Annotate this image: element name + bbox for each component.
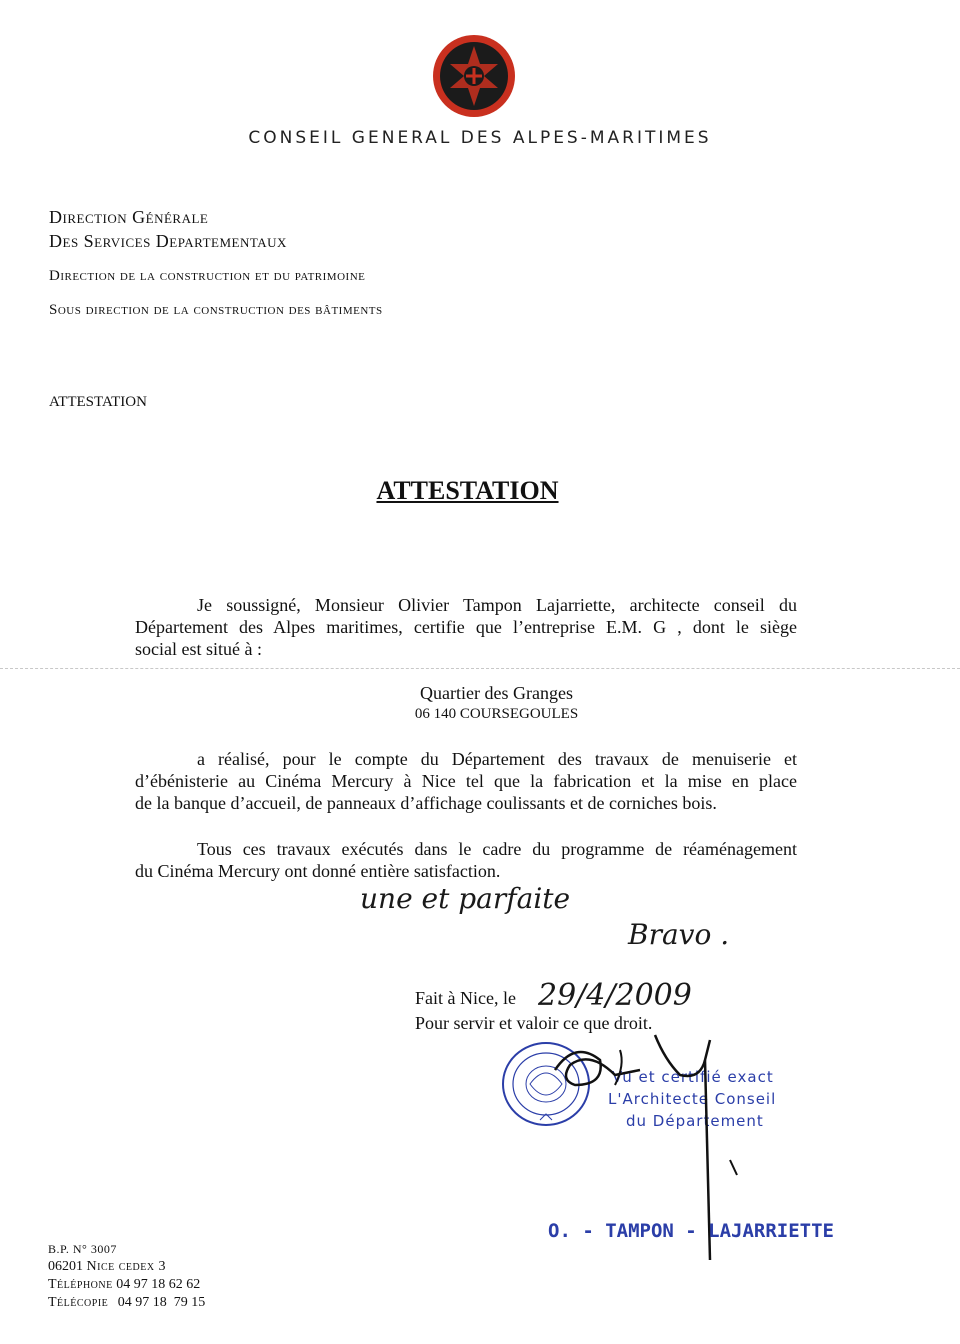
- footer-phone-number: 04 97 18 62 62: [116, 1277, 201, 1292]
- document-reference: ATTESTATION: [49, 394, 147, 410]
- place-and-date-label: Fait à Nice, le: [415, 988, 516, 1008]
- org-name: CONSEIL GENERAL DES ALPES-MARITIMES: [248, 128, 712, 148]
- footer-fax: [48, 1294, 205, 1312]
- page-title: ATTESTATION: [376, 476, 559, 505]
- footer-city: [48, 1258, 205, 1276]
- paragraph-line: de la banque d’accueil, de panneaux d’affichage coulissants et de corniches bois.: [135, 793, 717, 813]
- sous-direction: Sous direction de la construction des bâtiments: [49, 302, 383, 318]
- paragraph-line: social est situé à :: [135, 639, 262, 659]
- footer-phone: [48, 1276, 205, 1294]
- direction-services: Des Services Departementaux: [49, 231, 287, 251]
- footer-fax-label: Télécopie: [48, 1295, 109, 1310]
- stamp-line: Vu et certifié exact: [612, 1068, 774, 1086]
- handwritten-remark: une et parfaite: [360, 882, 571, 915]
- paragraph-line: Département des Alpes maritimes, certifie que l’entreprise E.M. G , dont le siège: [135, 617, 797, 637]
- direction-construction: Direction de la construction et du patrimoine: [49, 268, 366, 284]
- direction-generale: Direction Générale: [49, 207, 209, 227]
- stamp-line: du Département: [626, 1112, 764, 1130]
- handwritten-bravo: Bravo .: [628, 918, 730, 951]
- footer-po-box: B.P. N° 3007: [48, 1242, 117, 1256]
- address-line-1: Quartier des Granges: [420, 683, 573, 703]
- scan-artifact-line: [0, 668, 960, 669]
- footer-contact: [48, 1240, 205, 1312]
- paragraph-line: du Cinéma Mercury ont donné entière satisfaction.: [135, 861, 501, 881]
- stamp-line: L'Architecte Conseil: [608, 1090, 777, 1108]
- footer-phone-label: Téléphone: [48, 1277, 113, 1292]
- footer-city-name: Nice cedex 3: [86, 1259, 167, 1274]
- paragraph-line: Tous ces travaux exécutés dans le cadre du programme de réaménagement: [197, 839, 797, 859]
- address-line-2: 06 140 COURSEGOULES: [414, 706, 579, 722]
- paragraph-line: a réalisé, pour le compte du Département des travaux de menuiserie et: [197, 749, 797, 769]
- footer-postcode: 06201: [48, 1259, 83, 1274]
- department-logo: [432, 34, 516, 118]
- paragraph-works: [135, 748, 797, 814]
- paragraph-intro: [135, 594, 797, 660]
- handwritten-date: 29/4/2009: [538, 978, 692, 1013]
- paragraph-satisfaction: [135, 838, 797, 882]
- paragraph-line: d’ébénisterie au Cinéma Mercury à Nice tel que la fabrication et la mise en place: [135, 771, 797, 791]
- closing-formula: Pour servir et valoir ce que droit.: [415, 1013, 653, 1033]
- footer-fax-number: 04 97 18 79 15: [117, 1295, 206, 1310]
- paragraph-line: Je soussigné, Monsieur Olivier Tampon Lajarriette, architecte conseil du: [197, 595, 797, 615]
- stamp-signatory-name: O. - TAMPON - LAJARRIETTE: [548, 1220, 834, 1242]
